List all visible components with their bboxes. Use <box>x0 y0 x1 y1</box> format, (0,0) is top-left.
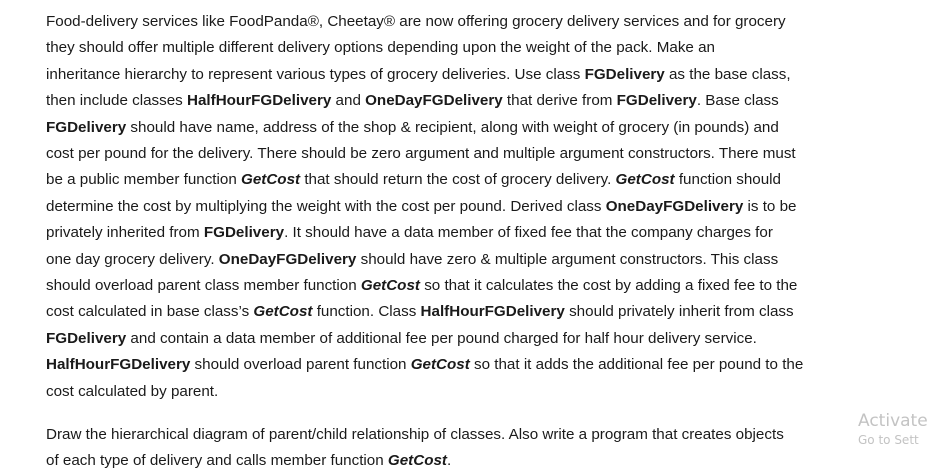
text-line <box>46 62 896 88</box>
function-name-bold-italic: GetCost <box>387 452 447 470</box>
watermark-subtitle: Go to Sett <box>858 433 919 447</box>
class-name-bold: FGDelivery <box>46 118 127 136</box>
text-line <box>46 352 896 378</box>
class-name-bold: OneDayFGDelivery <box>218 250 357 268</box>
text-line <box>46 115 896 141</box>
text-line <box>46 247 896 273</box>
text-run: so that it calculates the cost by adding a fixed fee to the <box>419 277 798 295</box>
class-name-bold: FGDelivery <box>46 329 127 347</box>
text-run: . It should have a data member of fixed fee that the company charges for <box>284 224 773 242</box>
text-run: of each type of delivery and calls member function <box>46 452 388 470</box>
text-line <box>46 299 896 325</box>
text-run: function should <box>674 171 781 189</box>
text-run: be a public member function <box>46 171 242 189</box>
text-line <box>46 379 896 405</box>
text-run: determine the cost by multiplying the weight with the cost per pound. Derived class <box>46 197 606 215</box>
text-run: should overload parent function <box>190 356 411 374</box>
text-line <box>46 194 896 220</box>
text-run: Food-delivery services like FoodPanda®, Cheetay® are now offering grocery delivery services and for grocery <box>46 13 786 30</box>
text-run: that should return the cost of grocery delivery. <box>300 171 616 189</box>
text-run: . <box>446 452 452 470</box>
text-line <box>46 88 896 114</box>
text-run: cost calculated in base class’s <box>46 303 254 321</box>
text-run: cost per pound for the delivery. There should be zero argument and multiple argument constructors. There must <box>46 145 796 163</box>
text-run: privately inherited from <box>46 224 204 242</box>
text-line <box>46 273 896 299</box>
text-run: Draw the hierarchical diagram of parent/child relationship of classes. Also write a program that creates objects <box>46 426 784 443</box>
class-name-bold: FGDelivery <box>616 92 697 110</box>
text-run: function. Class <box>312 303 421 321</box>
text-line <box>46 9 896 35</box>
text-run: and <box>331 92 366 110</box>
text-run: should have name, address of the shop & recipient, along with weight of grocery (in pounds) and <box>126 118 779 136</box>
class-name-bold: FGDelivery <box>203 224 285 242</box>
watermark-title: Activate <box>858 411 928 431</box>
windows-activation-watermark[interactable] <box>858 410 932 448</box>
text-line <box>46 167 896 193</box>
text-run: . Base class <box>696 92 779 110</box>
paragraph-instructions <box>46 422 896 475</box>
text-run: should privately inherit from class <box>564 303 794 321</box>
class-name-bold: HalfHourFGDelivery <box>420 303 565 321</box>
function-name-bold-italic: GetCost <box>253 303 313 321</box>
class-name-bold: FGDelivery <box>584 65 665 83</box>
text-run: they should offer multiple different delivery options depending upon the weight of the pack. Make an <box>46 39 715 57</box>
function-name-bold-italic: GetCost <box>410 356 470 374</box>
text-run: as the base class, <box>664 65 791 83</box>
text-run: so that it adds the additional fee per pound to the <box>469 356 804 374</box>
function-name-bold-italic: GetCost <box>615 171 675 189</box>
class-name-bold: OneDayFGDelivery <box>605 197 744 215</box>
text-line <box>46 35 896 61</box>
text-line <box>46 326 896 352</box>
text-run: then include classes <box>46 92 187 110</box>
function-name-bold-italic: GetCost <box>241 171 301 189</box>
class-name-bold: HalfHourFGDelivery <box>187 92 332 110</box>
text-run: should have zero & multiple argument constructors. This class <box>356 250 779 268</box>
function-name-bold-italic: GetCost <box>360 277 420 295</box>
text-line <box>46 448 896 474</box>
text-line <box>46 141 896 167</box>
text-run: should overload parent class member function <box>46 277 361 295</box>
text-run: that derive from <box>502 92 617 110</box>
text-run: is to be <box>743 197 797 215</box>
text-run: and contain a data member of additional fee per pound charged for half hour delivery service. <box>126 329 757 347</box>
class-name-bold: HalfHourFGDelivery <box>46 356 191 374</box>
class-name-bold: OneDayFGDelivery <box>365 92 503 110</box>
text-line <box>46 422 896 448</box>
text-run: inheritance hierarchy to represent various types of grocery deliveries. Use class <box>46 65 585 83</box>
paragraph-problem-statement <box>46 9 896 405</box>
text-line <box>46 220 896 246</box>
text-run: one day grocery delivery. <box>46 250 219 268</box>
text-run: cost calculated by parent. <box>46 382 219 400</box>
